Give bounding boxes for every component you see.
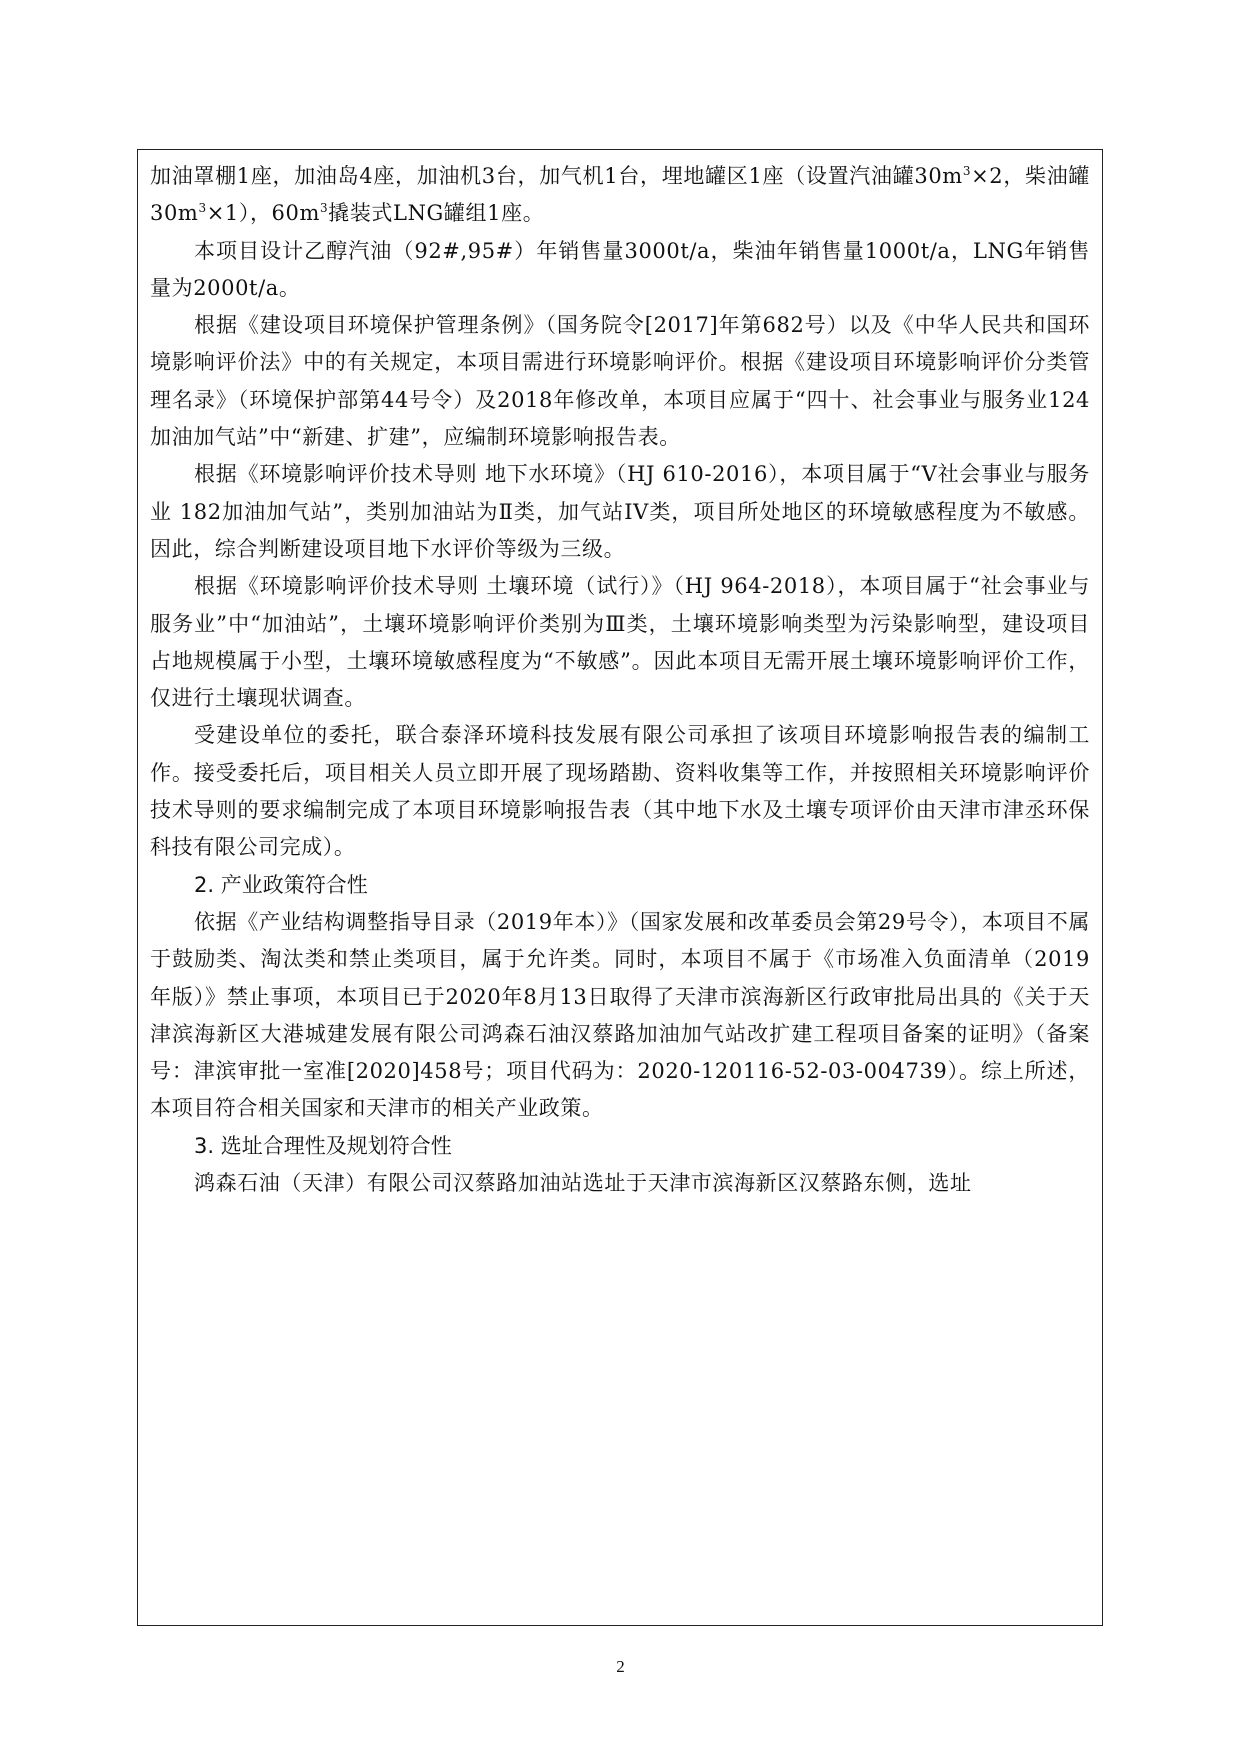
paragraph-facilities: 加油罩棚1座，加油岛4座，加油机3台，加气机1台，埋地罐区1座（设置汽油罐$30m^3\times 2$，柴油罐$30m^3\times 1$），$60m^3$撬装式LNG罐组1座。	[150, 164, 1091, 226]
paragraph-eia-requirement: 根据《建设项目环境保护管理条例》（国务院令[2017]年第682号）以及《中华人民共和国环境影响评价法》中的有关规定，本项目需进行环境影响评价。根据《建设项目环境影响评价分类管理名录》（环境保护部第44号令）及2018年修改单，本项目应属于“四十、社会事业与服务业124加油加气站”中“新建、扩建”，应编制环境影响报告表。	[150, 313, 1090, 450]
paragraph-groundwater: 根据《环境影响评价技术导则 地下水环境》（HJ 610-2016），本项目属于“V社会事业与服务业 182加油加气站”，类别加油站为Ⅱ类，加气站IV类，项目所处地区的环境敏感程度为不敏感。因此，综合判断建设项目地下水评价等级为三级。	[150, 462, 1090, 561]
document-body	[150, 158, 1090, 1202]
paragraph-site-selection: 鸿森石油（天津）有限公司汉蔡路加油站选址于天津市滨海新区汉蔡路东侧，选址	[194, 1171, 972, 1196]
paragraph-commission: 受建设单位的委托，联合泰泽环境科技发展有限公司承担了该项目环境影响报告表的编制工作。接受委托后，项目相关人员立即开展了现场踏勘、资料收集等工作，并按照相关环境影响评价技术导则的要求编制完成了本项目环境影响报告表（其中地下水及土壤专项评价由天津市津丞环保科技有限公司完成）。	[150, 723, 1090, 860]
paragraph-industry-policy: 依据《产业结构调整指导目录（2019年本）》（国家发展和改革委员会第29号令），本项目不属于鼓励类、淘汰类和禁止类项目，属于允许类。同时，本项目不属于《市场准入负面清单（2019年版）》禁止事项，本项目已于2020年8月13日取得了天津市滨海新区行政审批局出具的《关于天津滨海新区大港城建发展有限公司鸿森石油汉蔡路加油加气站改扩建工程项目备案的证明》（备案号：津滨审批一室准[2020]458号；项目代码为：2020-120116-52-03-004739）。综上所述，本项目符合相关国家和天津市的相关产业政策。	[150, 909, 1090, 1121]
paragraph-sales-volume: 本项目设计乙醇汽油（92#,95#）年销售量3000t/a，柴油年销售量1000t/a，LNG年销售量为2000t/a。	[150, 238, 1090, 300]
paragraph-soil: 根据《环境影响评价技术导则 土壤环境（试行）》（HJ 964-2018），本项目属于“社会事业与服务业”中“加油站”，土壤环境影响评价类别为Ⅲ类，土壤环境影响类型为污染影响型，建设项目占地规模属于小型，土壤环境敏感程度为“不敏感”。因此本项目无需开展土壤环境影响评价工作，仅进行土壤现状调查。	[150, 574, 1090, 711]
section-heading-site-selection: 3. 选址合理性及规划符合性	[194, 1133, 452, 1158]
section-heading-industry-policy: 2. 产业政策符合性	[194, 872, 368, 897]
page-number: 2	[616, 1657, 625, 1676]
